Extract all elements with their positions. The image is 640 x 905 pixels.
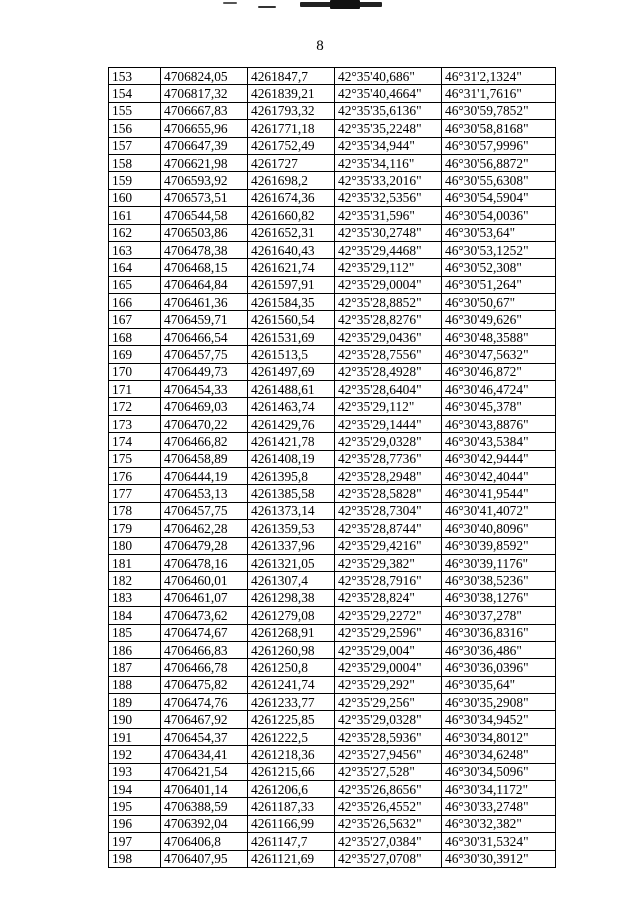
table-row bbox=[109, 450, 556, 467]
y-coordinate-cell: 4261187,33 bbox=[248, 798, 335, 815]
longitude-cell: 46°30'34,5096" bbox=[442, 763, 556, 780]
y-coordinate-cell: 4261307,4 bbox=[248, 572, 335, 589]
point-number-cell: 179 bbox=[109, 520, 161, 537]
longitude-cell: 46°31'1,7616" bbox=[442, 85, 556, 102]
longitude-cell: 46°30'50,67" bbox=[442, 294, 556, 311]
longitude-cell: 46°30'59,7852" bbox=[442, 102, 556, 119]
point-number-cell: 177 bbox=[109, 485, 161, 502]
y-coordinate-cell: 4261279,08 bbox=[248, 607, 335, 624]
longitude-cell: 46°30'57,9996" bbox=[442, 137, 556, 154]
longitude-cell: 46°30'32,382" bbox=[442, 815, 556, 832]
y-coordinate-cell: 4261531,69 bbox=[248, 328, 335, 345]
point-number-cell: 182 bbox=[109, 572, 161, 589]
y-coordinate-cell: 4261218,36 bbox=[248, 746, 335, 763]
y-coordinate-cell: 4261121,69 bbox=[248, 850, 335, 867]
longitude-cell: 46°30'42,4044" bbox=[442, 467, 556, 484]
x-coordinate-cell: 4706459,71 bbox=[161, 311, 248, 328]
longitude-cell: 46°30'36,486" bbox=[442, 641, 556, 658]
latitude-cell: 42°35'31,596" bbox=[335, 207, 442, 224]
latitude-cell: 42°35'29,0436" bbox=[335, 328, 442, 345]
y-coordinate-cell: 4261847,7 bbox=[248, 68, 335, 85]
latitude-cell: 42°35'29,0004" bbox=[335, 659, 442, 676]
y-coordinate-cell: 4261359,53 bbox=[248, 520, 335, 537]
longitude-cell: 46°30'46,4724" bbox=[442, 381, 556, 398]
table-row bbox=[109, 624, 556, 641]
point-number-cell: 192 bbox=[109, 746, 161, 763]
y-coordinate-cell: 4261408,19 bbox=[248, 450, 335, 467]
y-coordinate-cell: 4261621,74 bbox=[248, 259, 335, 276]
x-coordinate-cell: 4706388,59 bbox=[161, 798, 248, 815]
coordinates-table-body bbox=[109, 68, 556, 868]
longitude-cell: 46°30'46,872" bbox=[442, 363, 556, 380]
table-row bbox=[109, 137, 556, 154]
x-coordinate-cell: 4706407,95 bbox=[161, 850, 248, 867]
point-number-cell: 174 bbox=[109, 433, 161, 450]
point-number-cell: 185 bbox=[109, 624, 161, 641]
y-coordinate-cell: 4261727 bbox=[248, 154, 335, 171]
latitude-cell: 42°35'26,4552" bbox=[335, 798, 442, 815]
x-coordinate-cell: 4706421,54 bbox=[161, 763, 248, 780]
table-row bbox=[109, 798, 556, 815]
latitude-cell: 42°35'33,2016" bbox=[335, 172, 442, 189]
latitude-cell: 42°35'40,4664" bbox=[335, 85, 442, 102]
point-number-cell: 156 bbox=[109, 120, 161, 137]
longitude-cell: 46°30'52,308" bbox=[442, 259, 556, 276]
point-number-cell: 158 bbox=[109, 154, 161, 171]
longitude-cell: 46°30'43,5384" bbox=[442, 433, 556, 450]
x-coordinate-cell: 4706453,13 bbox=[161, 485, 248, 502]
table-row bbox=[109, 85, 556, 102]
point-number-cell: 154 bbox=[109, 85, 161, 102]
point-number-cell: 167 bbox=[109, 311, 161, 328]
point-number-cell: 170 bbox=[109, 363, 161, 380]
x-coordinate-cell: 4706544,58 bbox=[161, 207, 248, 224]
longitude-cell: 46°30'37,278" bbox=[442, 607, 556, 624]
scan-artifact bbox=[330, 0, 360, 9]
y-coordinate-cell: 4261584,35 bbox=[248, 294, 335, 311]
latitude-cell: 42°35'34,944" bbox=[335, 137, 442, 154]
point-number-cell: 197 bbox=[109, 833, 161, 850]
y-coordinate-cell: 4261260,98 bbox=[248, 641, 335, 658]
x-coordinate-cell: 4706444,19 bbox=[161, 467, 248, 484]
longitude-cell: 46°30'48,3588" bbox=[442, 328, 556, 345]
x-coordinate-cell: 4706461,07 bbox=[161, 589, 248, 606]
latitude-cell: 42°35'29,0328" bbox=[335, 711, 442, 728]
table-row bbox=[109, 363, 556, 380]
latitude-cell: 42°35'30,2748" bbox=[335, 224, 442, 241]
longitude-cell: 46°30'49,626" bbox=[442, 311, 556, 328]
table-row bbox=[109, 154, 556, 171]
latitude-cell: 42°35'28,5828" bbox=[335, 485, 442, 502]
y-coordinate-cell: 4261206,6 bbox=[248, 781, 335, 798]
latitude-cell: 42°35'28,8852" bbox=[335, 294, 442, 311]
y-coordinate-cell: 4261385,58 bbox=[248, 485, 335, 502]
x-coordinate-cell: 4706392,04 bbox=[161, 815, 248, 832]
longitude-cell: 46°30'35,2908" bbox=[442, 694, 556, 711]
x-coordinate-cell: 4706473,62 bbox=[161, 607, 248, 624]
point-number-cell: 178 bbox=[109, 502, 161, 519]
point-number-cell: 176 bbox=[109, 467, 161, 484]
x-coordinate-cell: 4706454,33 bbox=[161, 381, 248, 398]
y-coordinate-cell: 4261215,66 bbox=[248, 763, 335, 780]
y-coordinate-cell: 4261597,91 bbox=[248, 276, 335, 293]
latitude-cell: 42°35'29,4216" bbox=[335, 537, 442, 554]
x-coordinate-cell: 4706621,98 bbox=[161, 154, 248, 171]
longitude-cell: 46°30'36,8316" bbox=[442, 624, 556, 641]
x-coordinate-cell: 4706503,86 bbox=[161, 224, 248, 241]
table-row bbox=[109, 728, 556, 745]
x-coordinate-cell: 4706434,41 bbox=[161, 746, 248, 763]
table-row bbox=[109, 537, 556, 554]
longitude-cell: 46°30'34,6248" bbox=[442, 746, 556, 763]
point-number-cell: 195 bbox=[109, 798, 161, 815]
longitude-cell: 46°30'53,64" bbox=[442, 224, 556, 241]
point-number-cell: 181 bbox=[109, 554, 161, 571]
latitude-cell: 42°35'29,256" bbox=[335, 694, 442, 711]
y-coordinate-cell: 4261337,96 bbox=[248, 537, 335, 554]
x-coordinate-cell: 4706468,15 bbox=[161, 259, 248, 276]
y-coordinate-cell: 4261771,18 bbox=[248, 120, 335, 137]
latitude-cell: 42°35'29,4468" bbox=[335, 241, 442, 258]
latitude-cell: 42°35'28,6404" bbox=[335, 381, 442, 398]
point-number-cell: 188 bbox=[109, 676, 161, 693]
table-row bbox=[109, 502, 556, 519]
table-row bbox=[109, 781, 556, 798]
longitude-cell: 46°30'39,8592" bbox=[442, 537, 556, 554]
point-number-cell: 198 bbox=[109, 850, 161, 867]
y-coordinate-cell: 4261373,14 bbox=[248, 502, 335, 519]
x-coordinate-cell: 4706593,92 bbox=[161, 172, 248, 189]
longitude-cell: 46°30'54,5904" bbox=[442, 189, 556, 206]
y-coordinate-cell: 4261421,78 bbox=[248, 433, 335, 450]
scan-artifact bbox=[258, 6, 276, 8]
longitude-cell: 46°30'36,0396" bbox=[442, 659, 556, 676]
x-coordinate-cell: 4706462,28 bbox=[161, 520, 248, 537]
longitude-cell: 46°30'33,2748" bbox=[442, 798, 556, 815]
table-row bbox=[109, 694, 556, 711]
table-row bbox=[109, 224, 556, 241]
latitude-cell: 42°35'29,0328" bbox=[335, 433, 442, 450]
latitude-cell: 42°35'28,824" bbox=[335, 589, 442, 606]
longitude-cell: 46°30'55,6308" bbox=[442, 172, 556, 189]
x-coordinate-cell: 4706449,73 bbox=[161, 363, 248, 380]
latitude-cell: 42°35'40,686" bbox=[335, 68, 442, 85]
x-coordinate-cell: 4706458,89 bbox=[161, 450, 248, 467]
x-coordinate-cell: 4706466,83 bbox=[161, 641, 248, 658]
x-coordinate-cell: 4706460,01 bbox=[161, 572, 248, 589]
x-coordinate-cell: 4706817,32 bbox=[161, 85, 248, 102]
point-number-cell: 186 bbox=[109, 641, 161, 658]
longitude-cell: 46°30'47,5632" bbox=[442, 346, 556, 363]
table-row bbox=[109, 259, 556, 276]
point-number-cell: 169 bbox=[109, 346, 161, 363]
latitude-cell: 42°35'29,0004" bbox=[335, 276, 442, 293]
x-coordinate-cell: 4706478,38 bbox=[161, 241, 248, 258]
longitude-cell: 46°30'45,378" bbox=[442, 398, 556, 415]
longitude-cell: 46°30'54,0036" bbox=[442, 207, 556, 224]
longitude-cell: 46°30'31,5324" bbox=[442, 833, 556, 850]
x-coordinate-cell: 4706655,96 bbox=[161, 120, 248, 137]
latitude-cell: 42°35'27,0384" bbox=[335, 833, 442, 850]
latitude-cell: 42°35'29,004" bbox=[335, 641, 442, 658]
y-coordinate-cell: 4261225,85 bbox=[248, 711, 335, 728]
x-coordinate-cell: 4706466,78 bbox=[161, 659, 248, 676]
x-coordinate-cell: 4706457,75 bbox=[161, 346, 248, 363]
table-row bbox=[109, 641, 556, 658]
y-coordinate-cell: 4261233,77 bbox=[248, 694, 335, 711]
y-coordinate-cell: 4261166,99 bbox=[248, 815, 335, 832]
table-row bbox=[109, 172, 556, 189]
point-number-cell: 189 bbox=[109, 694, 161, 711]
point-number-cell: 162 bbox=[109, 224, 161, 241]
scan-artifact bbox=[223, 2, 237, 4]
y-coordinate-cell: 4261222,5 bbox=[248, 728, 335, 745]
point-number-cell: 183 bbox=[109, 589, 161, 606]
latitude-cell: 42°35'29,2272" bbox=[335, 607, 442, 624]
latitude-cell: 42°35'27,528" bbox=[335, 763, 442, 780]
longitude-cell: 46°30'42,9444" bbox=[442, 450, 556, 467]
latitude-cell: 42°35'32,5356" bbox=[335, 189, 442, 206]
y-coordinate-cell: 4261395,8 bbox=[248, 467, 335, 484]
table-row bbox=[109, 554, 556, 571]
latitude-cell: 42°35'28,7556" bbox=[335, 346, 442, 363]
x-coordinate-cell: 4706406,8 bbox=[161, 833, 248, 850]
x-coordinate-cell: 4706573,51 bbox=[161, 189, 248, 206]
x-coordinate-cell: 4706474,76 bbox=[161, 694, 248, 711]
table-row bbox=[109, 68, 556, 85]
latitude-cell: 42°35'29,1444" bbox=[335, 415, 442, 432]
table-row bbox=[109, 433, 556, 450]
table-row bbox=[109, 746, 556, 763]
longitude-cell: 46°30'39,1176" bbox=[442, 554, 556, 571]
y-coordinate-cell: 4261793,32 bbox=[248, 102, 335, 119]
x-coordinate-cell: 4706647,39 bbox=[161, 137, 248, 154]
longitude-cell: 46°30'56,8872" bbox=[442, 154, 556, 171]
latitude-cell: 42°35'29,382" bbox=[335, 554, 442, 571]
latitude-cell: 42°35'28,8744" bbox=[335, 520, 442, 537]
table-row bbox=[109, 833, 556, 850]
latitude-cell: 42°35'29,292" bbox=[335, 676, 442, 693]
table-row bbox=[109, 607, 556, 624]
point-number-cell: 166 bbox=[109, 294, 161, 311]
table-row bbox=[109, 815, 556, 832]
x-coordinate-cell: 4706466,82 bbox=[161, 433, 248, 450]
x-coordinate-cell: 4706457,75 bbox=[161, 502, 248, 519]
table-row bbox=[109, 485, 556, 502]
y-coordinate-cell: 4261429,76 bbox=[248, 415, 335, 432]
latitude-cell: 42°35'34,116" bbox=[335, 154, 442, 171]
latitude-cell: 42°35'29,112" bbox=[335, 259, 442, 276]
point-number-cell: 160 bbox=[109, 189, 161, 206]
point-number-cell: 161 bbox=[109, 207, 161, 224]
y-coordinate-cell: 4261298,38 bbox=[248, 589, 335, 606]
latitude-cell: 42°35'28,7916" bbox=[335, 572, 442, 589]
longitude-cell: 46°30'38,1276" bbox=[442, 589, 556, 606]
table-row bbox=[109, 311, 556, 328]
point-number-cell: 196 bbox=[109, 815, 161, 832]
table-row bbox=[109, 207, 556, 224]
y-coordinate-cell: 4261560,54 bbox=[248, 311, 335, 328]
table-row bbox=[109, 241, 556, 258]
y-coordinate-cell: 4261268,91 bbox=[248, 624, 335, 641]
point-number-cell: 155 bbox=[109, 102, 161, 119]
latitude-cell: 42°35'29,112" bbox=[335, 398, 442, 415]
y-coordinate-cell: 4261698,2 bbox=[248, 172, 335, 189]
point-number-cell: 184 bbox=[109, 607, 161, 624]
y-coordinate-cell: 4261147,7 bbox=[248, 833, 335, 850]
y-coordinate-cell: 4261652,31 bbox=[248, 224, 335, 241]
latitude-cell: 42°35'27,0708" bbox=[335, 850, 442, 867]
latitude-cell: 42°35'28,8276" bbox=[335, 311, 442, 328]
page-number: 8 bbox=[316, 38, 324, 54]
point-number-cell: 168 bbox=[109, 328, 161, 345]
latitude-cell: 42°35'26,8656" bbox=[335, 781, 442, 798]
x-coordinate-cell: 4706466,54 bbox=[161, 328, 248, 345]
longitude-cell: 46°30'41,4072" bbox=[442, 502, 556, 519]
table-row bbox=[109, 850, 556, 867]
point-number-cell: 191 bbox=[109, 728, 161, 745]
y-coordinate-cell: 4261674,36 bbox=[248, 189, 335, 206]
point-number-cell: 171 bbox=[109, 381, 161, 398]
table-row bbox=[109, 520, 556, 537]
x-coordinate-cell: 4706470,22 bbox=[161, 415, 248, 432]
point-number-cell: 172 bbox=[109, 398, 161, 415]
table-row bbox=[109, 381, 556, 398]
point-number-cell: 193 bbox=[109, 763, 161, 780]
longitude-cell: 46°30'34,1172" bbox=[442, 781, 556, 798]
x-coordinate-cell: 4706469,03 bbox=[161, 398, 248, 415]
longitude-cell: 46°30'38,5236" bbox=[442, 572, 556, 589]
table-row bbox=[109, 711, 556, 728]
table-row bbox=[109, 346, 556, 363]
x-coordinate-cell: 4706454,37 bbox=[161, 728, 248, 745]
table-row bbox=[109, 276, 556, 293]
x-coordinate-cell: 4706467,92 bbox=[161, 711, 248, 728]
x-coordinate-cell: 4706475,82 bbox=[161, 676, 248, 693]
table-row bbox=[109, 328, 556, 345]
table-row bbox=[109, 398, 556, 415]
x-coordinate-cell: 4706478,16 bbox=[161, 554, 248, 571]
longitude-cell: 46°30'51,264" bbox=[442, 276, 556, 293]
longitude-cell: 46°30'53,1252" bbox=[442, 241, 556, 258]
longitude-cell: 46°30'35,64" bbox=[442, 676, 556, 693]
table-row bbox=[109, 189, 556, 206]
point-number-cell: 190 bbox=[109, 711, 161, 728]
point-number-cell: 180 bbox=[109, 537, 161, 554]
point-number-cell: 164 bbox=[109, 259, 161, 276]
table-row bbox=[109, 659, 556, 676]
table-row bbox=[109, 102, 556, 119]
table-row bbox=[109, 415, 556, 432]
table-row bbox=[109, 467, 556, 484]
latitude-cell: 42°35'35,6136" bbox=[335, 102, 442, 119]
longitude-cell: 46°30'34,8012" bbox=[442, 728, 556, 745]
y-coordinate-cell: 4261321,05 bbox=[248, 554, 335, 571]
point-number-cell: 187 bbox=[109, 659, 161, 676]
y-coordinate-cell: 4261241,74 bbox=[248, 676, 335, 693]
point-number-cell: 165 bbox=[109, 276, 161, 293]
latitude-cell: 42°35'28,4928" bbox=[335, 363, 442, 380]
longitude-cell: 46°30'40,8096" bbox=[442, 520, 556, 537]
longitude-cell: 46°30'30,3912" bbox=[442, 850, 556, 867]
table-row bbox=[109, 676, 556, 693]
point-number-cell: 194 bbox=[109, 781, 161, 798]
y-coordinate-cell: 4261660,82 bbox=[248, 207, 335, 224]
x-coordinate-cell: 4706474,67 bbox=[161, 624, 248, 641]
y-coordinate-cell: 4261513,5 bbox=[248, 346, 335, 363]
longitude-cell: 46°30'41,9544" bbox=[442, 485, 556, 502]
latitude-cell: 42°35'26,5632" bbox=[335, 815, 442, 832]
table-row bbox=[109, 120, 556, 137]
table-row bbox=[109, 763, 556, 780]
x-coordinate-cell: 4706401,14 bbox=[161, 781, 248, 798]
x-coordinate-cell: 4706667,83 bbox=[161, 102, 248, 119]
point-number-cell: 173 bbox=[109, 415, 161, 432]
x-coordinate-cell: 4706479,28 bbox=[161, 537, 248, 554]
coordinates-table bbox=[108, 67, 556, 868]
point-number-cell: 159 bbox=[109, 172, 161, 189]
latitude-cell: 42°35'28,7304" bbox=[335, 502, 442, 519]
latitude-cell: 42°35'27,9456" bbox=[335, 746, 442, 763]
point-number-cell: 175 bbox=[109, 450, 161, 467]
table-row bbox=[109, 572, 556, 589]
latitude-cell: 42°35'28,7736" bbox=[335, 450, 442, 467]
latitude-cell: 42°35'28,5936" bbox=[335, 728, 442, 745]
table-row bbox=[109, 294, 556, 311]
longitude-cell: 46°30'58,8168" bbox=[442, 120, 556, 137]
y-coordinate-cell: 4261463,74 bbox=[248, 398, 335, 415]
x-coordinate-cell: 4706461,36 bbox=[161, 294, 248, 311]
x-coordinate-cell: 4706824,05 bbox=[161, 68, 248, 85]
latitude-cell: 42°35'35,2248" bbox=[335, 120, 442, 137]
point-number-cell: 153 bbox=[109, 68, 161, 85]
y-coordinate-cell: 4261488,61 bbox=[248, 381, 335, 398]
longitude-cell: 46°30'34,9452" bbox=[442, 711, 556, 728]
latitude-cell: 42°35'29,2596" bbox=[335, 624, 442, 641]
longitude-cell: 46°31'2,1324" bbox=[442, 68, 556, 85]
table-row bbox=[109, 589, 556, 606]
point-number-cell: 157 bbox=[109, 137, 161, 154]
y-coordinate-cell: 4261839,21 bbox=[248, 85, 335, 102]
y-coordinate-cell: 4261640,43 bbox=[248, 241, 335, 258]
x-coordinate-cell: 4706464,84 bbox=[161, 276, 248, 293]
latitude-cell: 42°35'28,2948" bbox=[335, 467, 442, 484]
longitude-cell: 46°30'43,8876" bbox=[442, 415, 556, 432]
y-coordinate-cell: 4261752,49 bbox=[248, 137, 335, 154]
y-coordinate-cell: 4261497,69 bbox=[248, 363, 335, 380]
y-coordinate-cell: 4261250,8 bbox=[248, 659, 335, 676]
point-number-cell: 163 bbox=[109, 241, 161, 258]
